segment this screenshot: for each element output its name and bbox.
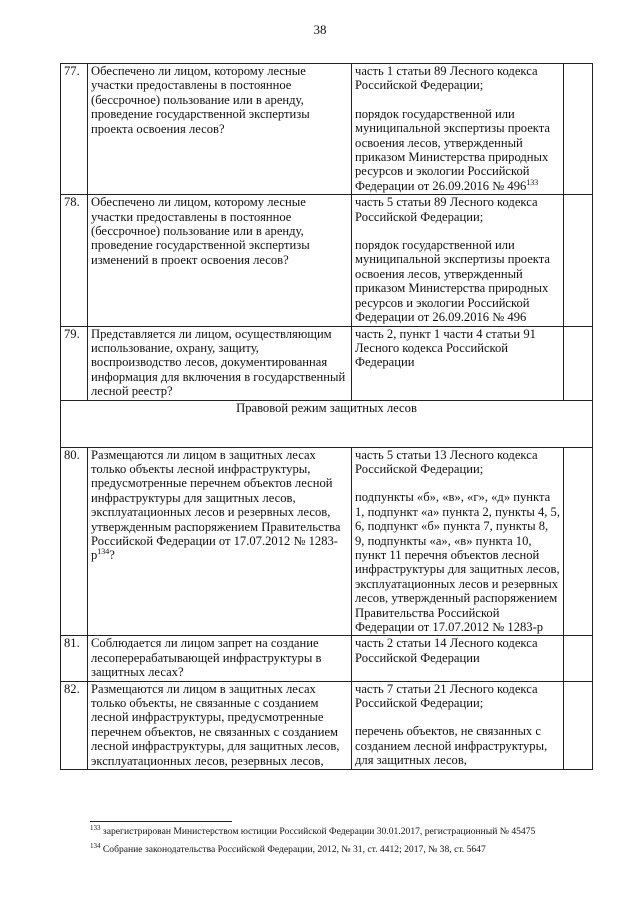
empty-cell [564, 64, 593, 195]
footnote-mark: 133 [90, 823, 101, 832]
legal-reference-1: часть 7 статьи 21 Лесного кодекса Российской Федерации; [355, 681, 538, 711]
question-cell [88, 636, 352, 681]
footnote [90, 823, 620, 841]
question-cell [88, 326, 352, 400]
empty-cell [564, 195, 593, 326]
empty-cell [564, 681, 593, 769]
legal-reference-1: часть 5 статьи 89 Лесного кодекса Российской Федерации; [355, 195, 538, 224]
footnote-text: Собрание законодательства Российской Федерации, 2012, № 31, ст. 4412; 2017, № 38, ст. 5647 [102, 844, 486, 855]
legal-reference-1: часть 1 статьи 89 Лесного кодекса Российской Федерации; [355, 64, 538, 93]
question-text: Размещаются ли лицом в защитных лесах только объекты лесной инфраструктуры, предусмотренные перечнем объектов лесной инфраструктуры для защитных лесов, эксплуатационных лесов и резервных лесов, утвержденным распоряжением Правительства Российской Федерации от 17.07.2012 № 1283-р [91, 447, 341, 563]
legal-reference-cell [352, 195, 564, 326]
question-cell [88, 681, 352, 769]
row-number: 78. [61, 195, 88, 326]
footnote [90, 841, 620, 859]
legal-reference-cell [352, 64, 564, 195]
legal-reference-cell [352, 681, 564, 769]
legal-reference-1: часть 5 статьи 13 Лесного кодекса Российской Федерации; [355, 447, 538, 476]
question-cell [88, 64, 352, 195]
question-text: Обеспечено ли лицом, которому лесные участки предоставлены в постоянное (бессрочное) пользование или в аренду, проведение государственной экспертизы изменений в проект освоения лесов? [91, 195, 310, 267]
row-number: 82. [61, 681, 88, 769]
table-row [61, 447, 593, 636]
row-number: 80. [61, 447, 88, 636]
empty-cell [564, 447, 593, 636]
footnote-ref: 134 [97, 547, 110, 557]
question-cell: Размещаются ли лицом в защитных лесах только объекты лесной инфраструктуры, предусмотренные перечнем объектов лесной инфраструктуры для защитных лесов, эксплуатационных лесов и резервных лесов, утвержденным распоряжением Правительства Российской Федерации от 17.07.2012 № $1283-р^{134}$? [88, 447, 352, 636]
section-title: Правовой режим защитных лесов [61, 400, 593, 447]
row-number: 77. [61, 64, 88, 195]
question-text: Размещаются ли лицом в защитных лесах только объекты, не связанные с созданием лесной инфраструктуры, предусмотренные перечнем объектов, не связанных с созданием лесной инфраструктуры, для защитных лесов, эксплуатационных лесов, резервных лесов, [91, 681, 340, 768]
row-number: 79. [61, 326, 88, 400]
section-row [61, 400, 593, 447]
empty-cell [564, 326, 593, 400]
question-text: Соблюдается ли лицом запрет на создание лесоперерабатывающей инфраструктуры в защитных лесах? [91, 636, 322, 680]
footnote-divider [90, 821, 232, 822]
legal-reference-cell [352, 326, 564, 400]
legal-reference-1: часть 2 статьи 14 Лесного кодекса Российской Федерации [355, 636, 538, 665]
footnote-ref: 133 [526, 177, 539, 187]
table-row [61, 681, 593, 769]
legal-reference-1: часть 2, пункт 1 части 4 статьи 91 Лесного кодекса Российской Федерации [355, 326, 536, 370]
table-row [61, 326, 593, 400]
legal-reference-2: порядок государственной или муниципальной экспертизы проекта освоения лесов, утвержденный приказом Министерства природных ресурсов и экологии Российской Федерации от 26.09.2016 № 496 [355, 238, 550, 325]
table-row [61, 195, 593, 326]
requirements-table [60, 63, 593, 770]
question-text: Представляется ли лицом, осуществляющим использование, охрану, защиту, воспроизводство лесов, документированная информация для включения в государственный лесной реестр? [91, 326, 346, 399]
footnotes [90, 823, 620, 859]
footnote-text: зарегистрирован Министерством юстиции Российской Федерации 30.01.2017, регистрационный № 45475 [102, 826, 536, 837]
legal-reference-cell [352, 636, 564, 681]
question-cell [88, 195, 352, 326]
legal-reference-2: порядок государственной или муниципальной экспертизы проекта освоения лесов, утвержденный приказом Министерства природных ресурсов и экологии Российской Федерации от 26.09.2016 № $496^{133}$ [355, 106, 550, 193]
table-row [61, 64, 593, 195]
empty-cell [564, 636, 593, 681]
footnote-mark: 134 [90, 841, 101, 850]
page-number: 38 [313, 22, 327, 37]
row-number: 81. [61, 636, 88, 681]
table-row [61, 636, 593, 681]
question-text: Обеспечено ли лицом, которому лесные участки предоставлены в постоянное (бессрочное) пользование или в аренду, проведение государственной экспертизы проекта освоения лесов? [91, 64, 310, 136]
legal-reference-cell [352, 447, 564, 636]
legal-reference-2: подпункты «б», «в», «г», «д» пункта 1, подпункт «а» пункта 2, пункты 4, 5, 6, подпункт «б» пункта 7, пункты 8, 9, подпункты «а», «в» пункта 10, пункт 11 перечня объектов лесной инфраструктуры для защитных лесов, эксплуатационных лесов и резервных лесов, утвержденный распоряжением Правительства Российской Федерации от 17.07.2012 № 1283-р [355, 490, 560, 634]
legal-reference-2: перечень объектов, не связанных с созданием лесной инфраструктуры, для защитных лесов, [355, 724, 548, 768]
